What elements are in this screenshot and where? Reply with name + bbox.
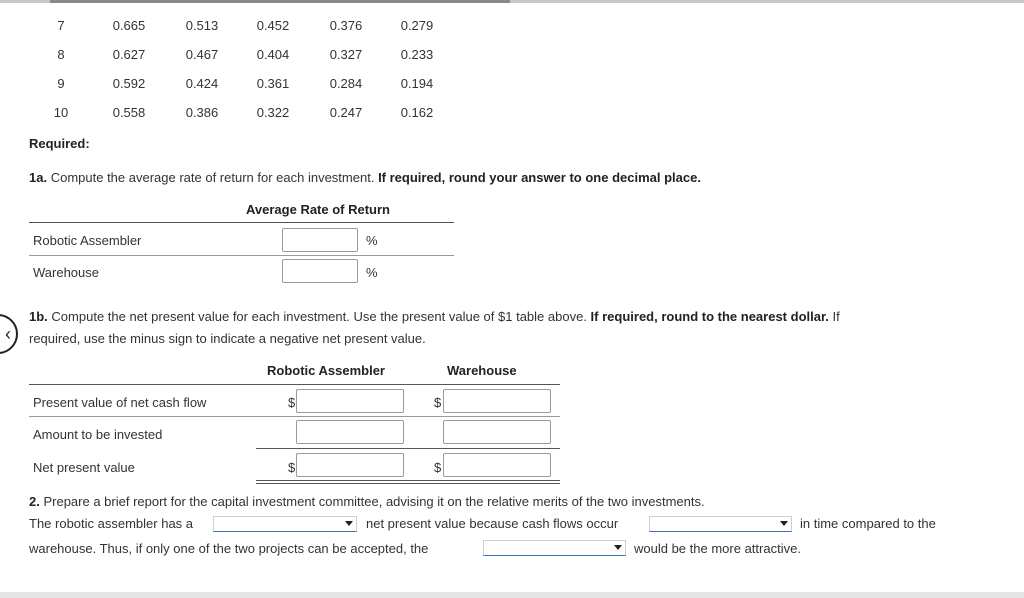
q1b-instruction: If required, round to the nearest dollar. [590, 309, 829, 324]
row-label-warehouse: Warehouse [33, 265, 99, 280]
year-cell: 8 [57, 47, 65, 62]
q1a-instruction: If required, round your answer to one decimal place. [378, 170, 701, 185]
dollar-sign: $ [288, 460, 296, 475]
value-cell: 0.627 [112, 47, 146, 62]
robotic-pv-cash-flow-input[interactable] [296, 389, 404, 413]
header-divider [29, 222, 454, 223]
table-row [0, 47, 480, 65]
percent-unit: % [366, 265, 378, 280]
robotic-avg-return-input[interactable] [282, 228, 358, 252]
q2-number: 2. [29, 494, 40, 509]
robotic-npv-input[interactable] [296, 453, 404, 477]
total-divider [256, 483, 560, 484]
col-header-robotic: Robotic Assembler [267, 363, 385, 378]
q1a-prompt [29, 170, 701, 185]
row-label-pv-cash-flow: Present value of net cash flow [33, 395, 207, 410]
q2-sentence-part5: would be the more attractive. [634, 541, 801, 556]
q1a-number: 1a. [29, 170, 48, 185]
q2-sentence-part4: warehouse. Thus, if only one of the two projects can be accepted, the [29, 541, 429, 556]
dollar-sign: $ [288, 395, 296, 410]
value-cell: 0.558 [112, 105, 146, 120]
value-cell: 0.404 [256, 47, 290, 62]
required-heading: Required: [29, 136, 90, 151]
more-attractive-project-select[interactable] [483, 540, 626, 556]
row-label-robotic: Robotic Assembler [33, 233, 142, 248]
q1b-text: Compute the net present value for each investment. Use the present value of $1 table above. [51, 309, 587, 324]
q1b-prompt-line2: required, use the minus sign to indicate a negative net present value. [29, 331, 426, 346]
avg-return-header: Average Rate of Return [246, 202, 390, 217]
q2-prompt [29, 494, 705, 509]
q1b-prompt [29, 309, 840, 324]
value-cell: 0.376 [329, 18, 363, 33]
table-row [0, 105, 480, 123]
value-cell: 0.386 [185, 105, 219, 120]
value-cell: 0.513 [185, 18, 219, 33]
value-cell: 0.592 [112, 76, 146, 91]
chevron-left-icon: ‹ [5, 324, 11, 344]
warehouse-npv-input[interactable] [443, 453, 551, 477]
cash-flow-timing-select[interactable] [649, 516, 792, 532]
dropdown-caret-icon [614, 545, 622, 550]
value-cell: 0.322 [256, 105, 290, 120]
value-cell: 0.665 [112, 18, 146, 33]
value-cell: 0.327 [329, 47, 363, 62]
q1a-text: Compute the average rate of return for each investment. [50, 170, 375, 185]
year-cell: 10 [53, 105, 69, 120]
value-cell: 0.467 [185, 47, 219, 62]
dollar-sign: $ [434, 460, 442, 475]
value-cell: 0.247 [329, 105, 363, 120]
robotic-amount-invested-input[interactable] [296, 420, 404, 444]
q1b-tail: If [832, 309, 840, 324]
dropdown-caret-icon [780, 521, 788, 526]
dollar-sign: $ [434, 395, 442, 410]
value-cell: 0.194 [400, 76, 434, 91]
table-row [0, 76, 480, 94]
warehouse-pv-cash-flow-input[interactable] [443, 389, 551, 413]
value-cell: 0.452 [256, 18, 290, 33]
year-cell: 7 [57, 18, 65, 33]
row-divider [29, 416, 560, 417]
value-cell: 0.361 [256, 76, 290, 91]
year-cell: 9 [57, 76, 65, 91]
row-divider [29, 255, 454, 256]
top-divider [0, 0, 1024, 3]
dropdown-caret-icon [345, 521, 353, 526]
q2-sentence-part2: net present value because cash flows occur [366, 516, 619, 531]
q1b-number: 1b. [29, 309, 48, 324]
q2-sentence-part3: in time compared to the [800, 516, 936, 531]
col-header-warehouse: Warehouse [447, 363, 517, 378]
bottom-edge [0, 592, 1024, 598]
percent-unit: % [366, 233, 378, 248]
value-cell: 0.233 [400, 47, 434, 62]
header-divider [29, 384, 560, 385]
table-row [0, 18, 480, 36]
value-cell: 0.279 [400, 18, 434, 33]
previous-nav-button[interactable] [0, 314, 18, 354]
q2-sentence-part1: The robotic assembler has a [29, 516, 194, 531]
row-label-npv: Net present value [33, 460, 135, 475]
value-cell: 0.424 [185, 76, 219, 91]
npv-comparison-select[interactable] [213, 516, 357, 532]
warehouse-avg-return-input[interactable] [282, 259, 358, 283]
subtotal-divider [256, 448, 560, 449]
value-cell: 0.284 [329, 76, 363, 91]
value-cell: 0.162 [400, 105, 434, 120]
total-divider [256, 480, 560, 481]
q2-text: Prepare a brief report for the capital investment committee, advising it on the relative merits of the two investments. [43, 494, 705, 509]
warehouse-amount-invested-input[interactable] [443, 420, 551, 444]
row-label-amount-invested: Amount to be invested [33, 427, 163, 442]
